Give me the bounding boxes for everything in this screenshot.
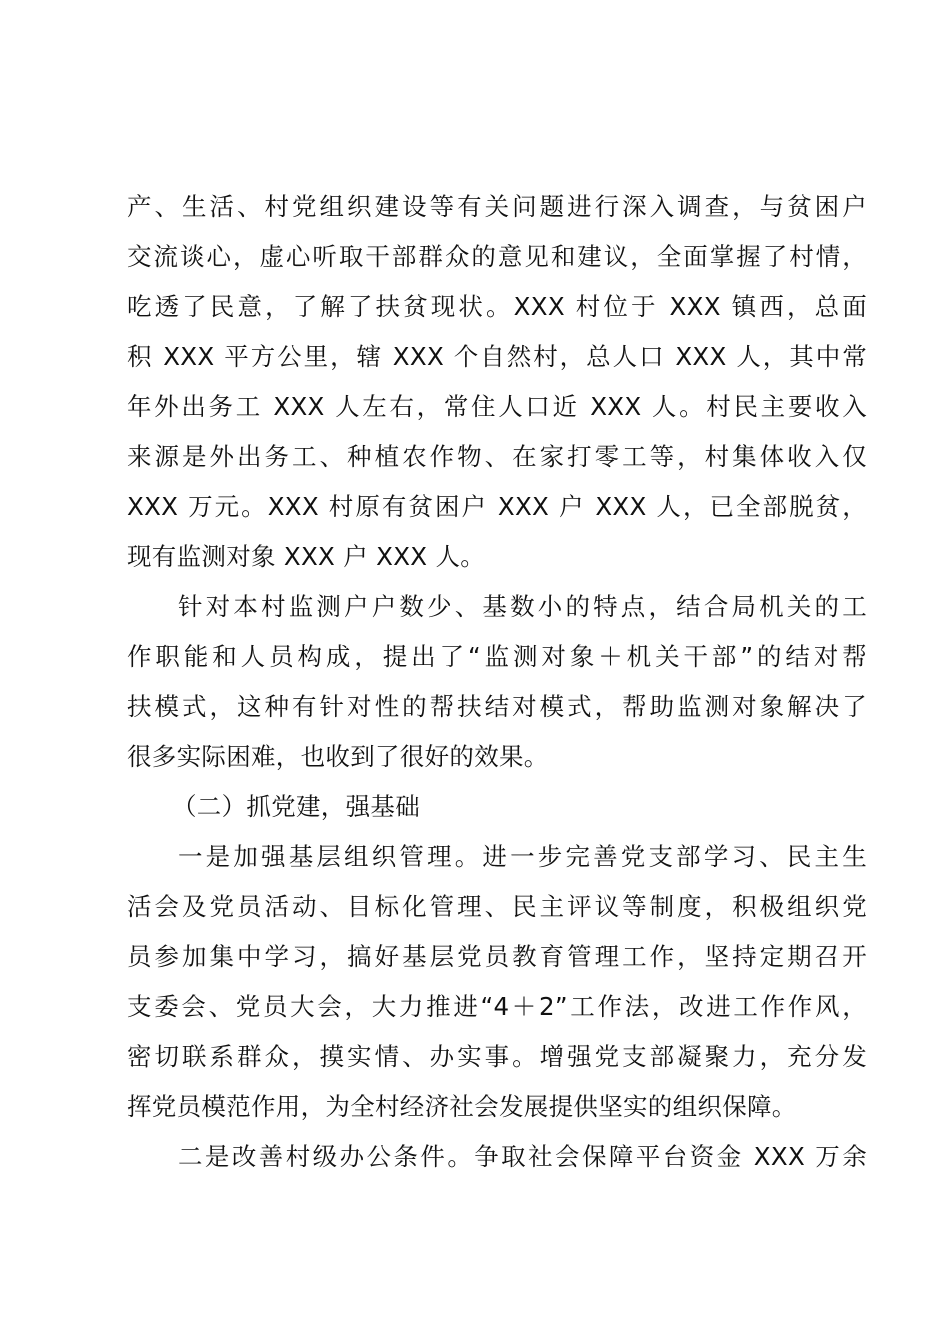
text-line: 年外出务工 XXX 人左右，常住人口近 XXX 人。村民主要收入 — [127, 392, 867, 421]
text-line: XXX 万元。XXX 村原有贫困户 XXX 户 XXX 人，已全部脱贫， — [127, 492, 867, 521]
paragraph-first-line: 一是加强基层组织管理。进一步完善党支部学习、民主生 — [178, 842, 867, 871]
text-line: 吃透了民意，了解了扶贫现状。XXX 村位于 XXX 镇西，总面 — [127, 292, 867, 321]
text-line: 支委会、党员大会，大力推进“4＋2”工作法，改进工作作风， — [127, 992, 867, 1021]
section-heading: （二）抓党建，强基础 — [172, 792, 420, 821]
paragraph-first-line: 二是改善村级办公条件。争取社会保障平台资金 XXX 万余 — [178, 1142, 867, 1171]
text-line: 来源是外出务工、种植农作物、在家打零工等，村集体收入仅 — [127, 442, 867, 471]
text-line: 挥党员模范作用，为全村经济社会发展提供坚实的组织保障。 — [127, 1092, 797, 1121]
text-line: 很多实际困难，也收到了很好的效果。 — [127, 742, 549, 771]
text-line: 现有监测对象 XXX 户 XXX 人。 — [127, 542, 486, 571]
paragraph-first-line: 针对本村监测户户数少、基数小的特点，结合局机关的工 — [178, 592, 867, 621]
text-line: 密切联系群众，摸实情、办实事。增强党支部凝聚力，充分发 — [127, 1042, 867, 1071]
text-line: 活会及党员活动、目标化管理、民主评议等制度，积极组织党 — [127, 892, 867, 921]
text-line: 员参加集中学习，搞好基层党员教育管理工作，坚持定期召开 — [127, 942, 867, 971]
text-line: 作职能和人员构成，提出了“监测对象＋机关干部”的结对帮 — [127, 642, 867, 671]
text-line: 交流谈心，虚心听取干部群众的意见和建议，全面掌握了村情， — [127, 242, 867, 271]
text-line: 积 XXX 平方公里，辖 XXX 个自然村，总人口 XXX 人，其中常 — [127, 342, 867, 371]
text-line: 扶模式，这种有针对性的帮扶结对模式，帮助监测对象解决了 — [127, 692, 867, 721]
text-line: 产、生活、村党组织建设等有关问题进行深入调查，与贫困户 — [127, 192, 867, 221]
